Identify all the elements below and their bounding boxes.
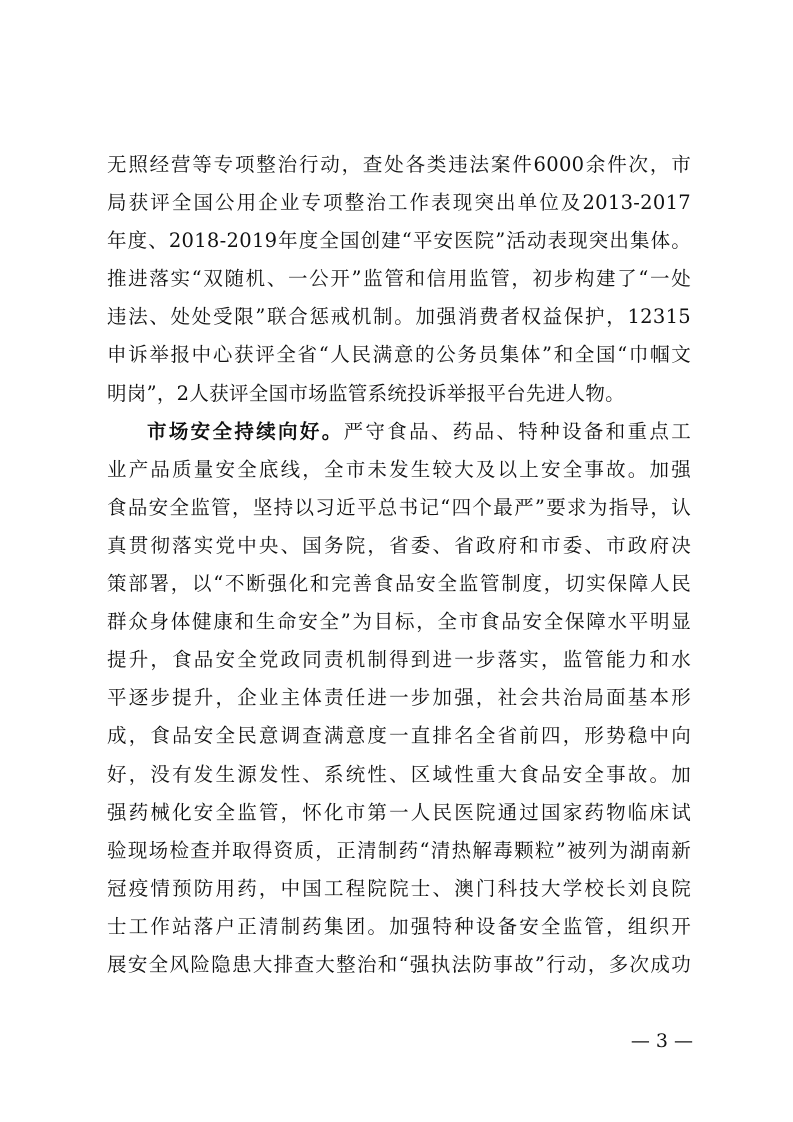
text-line: 好，没有发生源发性、系统性、区域性重大食品安全事故。加	[107, 762, 691, 786]
text-line: 局获评全国公用企业专项整治工作表现突出单位及2013-2017	[107, 191, 691, 215]
text-line: 平逐步提升，企业主体责任进一步加强，社会共治局面基本形	[107, 686, 691, 710]
text-line: 群众身体健康和生命安全”为目标，全市食品安全保障水平明显	[107, 610, 691, 634]
text-line: 明岗”，2人获评全国市场监管系统投诉举报平台先进人物。	[107, 381, 625, 405]
page-number: — 3 —	[630, 1030, 693, 1052]
text-line: 推进落实“双随机、一公开”监管和信用监管，初步构建了“一处	[107, 267, 691, 291]
text-line: 策部署，以“不断强化和完善食品安全监管制度，切实保障人民	[107, 572, 691, 596]
text-line: 申诉举报中心获评全省“人民满意的公务员集体”和全国“巾帼文	[107, 343, 691, 367]
text-line: 成，食品安全民意调查满意度一直排名全省前四，形势稳中向	[107, 724, 691, 748]
text-line: 食品安全监管，坚持以习近平总书记“四个最严”要求为指导，认	[107, 495, 691, 519]
text-line: 提升，食品安全党政同责机制得到进一步落实，监管能力和水	[107, 648, 691, 672]
text-line: 违法、处处受限”联合惩戒机制。加强消费者权益保护，12315	[107, 305, 691, 329]
text-span: 严守食品、药品、特种设备和重点工	[343, 419, 691, 443]
text-line: 验现场检查并取得资质，正清制药“清热解毒颗粒”被列为湖南新	[107, 838, 691, 862]
text-line: 强药械化安全监管，怀化市第一人民医院通过国家药物临床试	[107, 800, 691, 824]
text-line: 年度、2018-2019年度全国创建“平安医院”活动表现突出集体。	[107, 229, 691, 253]
text-line: 展安全风险隐患大排查大整治和“强执法防事故”行动，多次成功	[107, 952, 691, 976]
text-line: 无照经营等专项整治行动，查处各类违法案件6000余件次，市	[107, 153, 691, 176]
paragraph-1	[107, 146, 691, 413]
text-line-first	[107, 413, 691, 451]
text-line: 真贯彻落实党中央、国务院，省委、省政府和市委、市政府决	[107, 533, 691, 557]
text-line: 业产品质量安全底线，全市未发生较大及以上安全事故。加强	[107, 457, 691, 481]
text-line: 冠疫情预防用药，中国工程院院士、澳门科技大学校长刘良院	[107, 876, 691, 900]
paragraph-heading: 市场安全持续向好。	[147, 419, 344, 443]
text-line: 士工作站落户正清制药集团。加强特种设备安全监管，组织开	[107, 914, 691, 938]
paragraph-2	[107, 413, 691, 984]
document-body	[107, 146, 691, 984]
